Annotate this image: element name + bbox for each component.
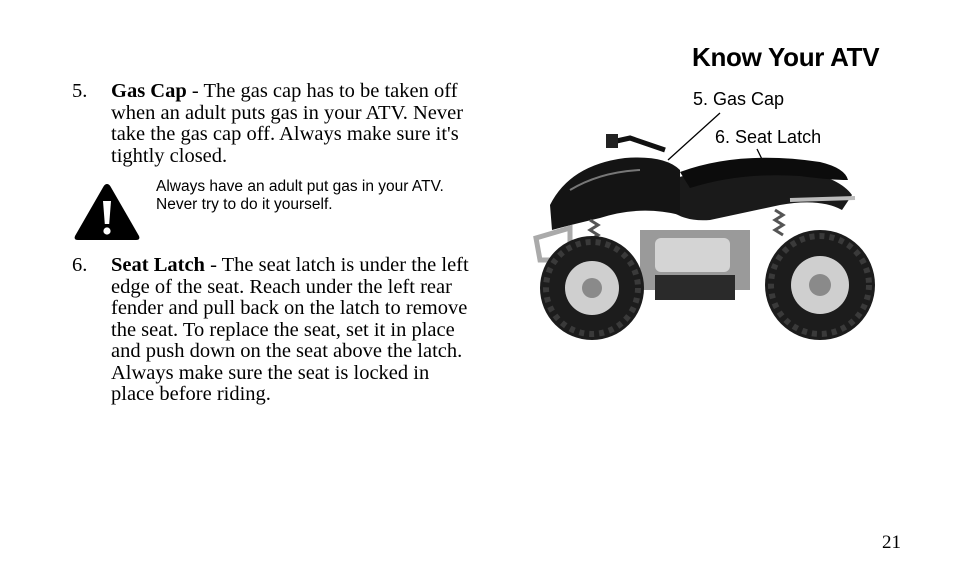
section-title: Know Your ATV [692, 42, 880, 72]
item-body [111, 255, 471, 406]
item-number: 5. [72, 80, 88, 102]
callout-seat-latch: 6. Seat Latch [715, 127, 822, 147]
warning-exclamation-icon [72, 181, 142, 243]
item-text: - The seat latch is under the left edge of the seat. Reach under the left rear fender and pull back on the latch to remove the seat. To replace the seat, set it in place and push down on the seat above the latch. Always make sure the seat is locked in place before riding. [111, 254, 469, 405]
callout-gas-cap: 5. Gas Cap [693, 89, 785, 109]
page-number: 21 [882, 532, 901, 553]
callout-line-gas-cap [668, 113, 720, 160]
item-term: Gas Cap [111, 80, 187, 102]
warning-text: Always have an adult put gas in your ATV. Never try to do it yourself. [156, 178, 444, 213]
item-body [111, 81, 471, 167]
atv-photo [530, 110, 890, 350]
item-text: - The gas cap has to be taken off when an adult puts gas in your ATV. Never take the gas cap off. Always make sure it's tightly closed. [111, 80, 464, 167]
item-term: Seat Latch [111, 254, 205, 276]
item-number: 6. [72, 254, 88, 276]
